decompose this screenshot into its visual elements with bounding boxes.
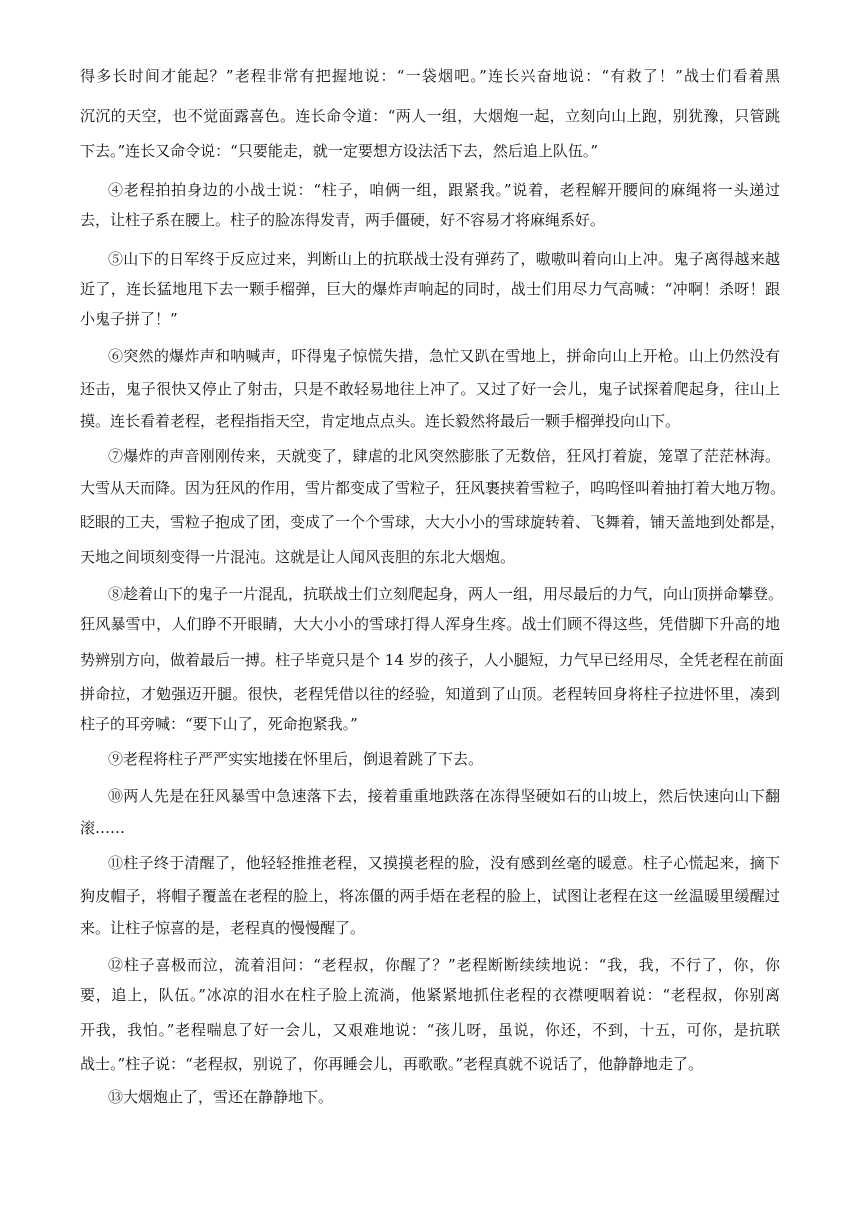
text-line: 柱子的耳旁喊：“要下山了，死命抱紧我。” (80, 715, 358, 733)
text-line: ⑤山下的日军终于反应过来，判断山上的抗联战士没有弹药了，嗷嗷叫着向山上冲。鬼子离得越来越 (108, 250, 780, 268)
text-line: 沉沉的天空，也不觉面露喜色。连长命令道：“两人一组，大烟炮一起，立刻向山上跑，别犹豫，只管跳 (80, 107, 780, 125)
text-line: 眨眼的工夫，雪粒子抱成了团，变成了一个个雪球，大大小小的雪球旋转着、飞舞着，铺天盖地到处都是， (80, 513, 786, 531)
text-line: 得多长时间才能起？”老程非常有把握地说：“一袋烟吧。”连长兴奋地说：“有救了！”战士们看着黑 (80, 67, 780, 85)
text-line: ⑥突然的爆炸声和呐喊声，吓得鬼子惊慌失措，急忙又趴在雪地上，拼命向山上开枪。山上仍然没有 (108, 347, 780, 365)
text-line: ④老程拍拍身边的小战士说：“柱子，咱俩一组，跟紧我。”说着，老程解开腰间的麻绳将一头递过 (108, 181, 780, 199)
text-line: ⑦爆炸的声音刚刚传来，天就变了，肆虐的北风突然膨胀了无数倍，狂风打着旋，笼罩了茫茫林海。 (108, 447, 780, 465)
text-line: 要，追上，队伍。”冰凉的泪水在柱子脸上流淌，他紧紧地抓住老程的衣襟哽咽着说：“老程叔，你别离 (80, 986, 780, 1004)
text-line: ⑨老程将柱子严严实实地搂在怀里后，倒退着跳了下去。 (108, 750, 484, 768)
text-line: 战士。”柱子说：“老程叔，别说了，你再睡会儿，再歌歌。”老程真就不说话了，他静静地走了。 (80, 1055, 704, 1073)
text-line: 小鬼子拼了！” (80, 310, 178, 328)
text-line: ⑫柱子喜极而泣，流着泪问：“老程叔，你醒了？”老程断断续续地说：“我，我，不行了，你，你 (108, 956, 780, 974)
text-line: ⑩两人先是在狂风暴雪中急速落下去，接着重重地跌落在冻得坚硬如石的山坡上，然后快速向山下翻 (108, 787, 780, 805)
text-line: 开我，我怕。”老程喘息了好一会儿，又艰难地说：“孩儿呀，虽说，你还，不到，十五，可你，是抗联 (80, 1021, 780, 1039)
text-line: 拼命拉，才勉强迈开腿。很快，老程凭借以往的经验，知道到了山顶。老程转回身将柱子拉进怀里，凑到 (80, 685, 780, 703)
text-line: 来。让柱子惊喜的是，老程真的慢慢醒了。 (80, 919, 366, 937)
text-line: 去，让柱子系在腰上。柱子的脸冻得发青，两手僵硬，好不容易才将麻绳系好。 (80, 211, 606, 229)
text-line: 狗皮帽子，将帽子覆盖在老程的脸上，将冻僵的两手焐在老程的脸上，试图让老程在这一丝温暖里缓醒过 (80, 887, 780, 905)
text-line: 还击，鬼子很快又停止了射击，只是不敢轻易地往上冲了。又过了好一会儿，鬼子试探着爬起身，往山上 (80, 380, 780, 398)
text-line: 近了，连长猛地甩下去一颗手榴弹，巨大的爆炸声响起的同时，战士们用尽力气高喊：“冲啊！杀呀！跟 (80, 280, 780, 298)
text-line: ⑧趁着山下的鬼子一片混乱，抗联战士们立刻爬起身，两人一组，用尽最后的力气，向山顶拼命攀登。 (108, 585, 784, 603)
text-line: 下去。”连长又命令说：“只要能走，就一定要想方设法活下去，然后追上队伍。” (80, 142, 599, 160)
text-line: 大雪从天而降。因为狂风的作用，雪片都变成了雪粒子，狂风裹挟着雪粒子，呜呜怪叫着抽打着大地万物。 (80, 479, 786, 497)
text-line: 天地之间顷刻变得一片混沌。这就是让人闻风丧胆的东北大烟炮。 (80, 548, 516, 566)
text-line: 滚…… (80, 819, 126, 837)
text-line: 狂风暴雪中，人们睁不开眼睛，大大小小的雪球打得人浑身生疼。战士们顾不得这些，凭借脚下升高的地 (80, 615, 780, 633)
text-line: ⑬大烟炮止了，雪还在静静地下。 (108, 1088, 334, 1106)
text-line: 势辨别方向，做着最后一搏。柱子毕竟只是个 14 岁的孩子，人小腿短，力气早已经用尽，全凭老程在前面 (80, 651, 784, 669)
text-line: ⑪柱子终于清醒了，他轻轻推推老程，又摸摸老程的脸，没有感到丝毫的暖意。柱子心慌起来，摘下 (108, 854, 780, 872)
text-line: 摸。连长看着老程，老程指指天空，肯定地点点头。连长毅然将最后一颗手榴弹投向山下。 (80, 412, 681, 430)
